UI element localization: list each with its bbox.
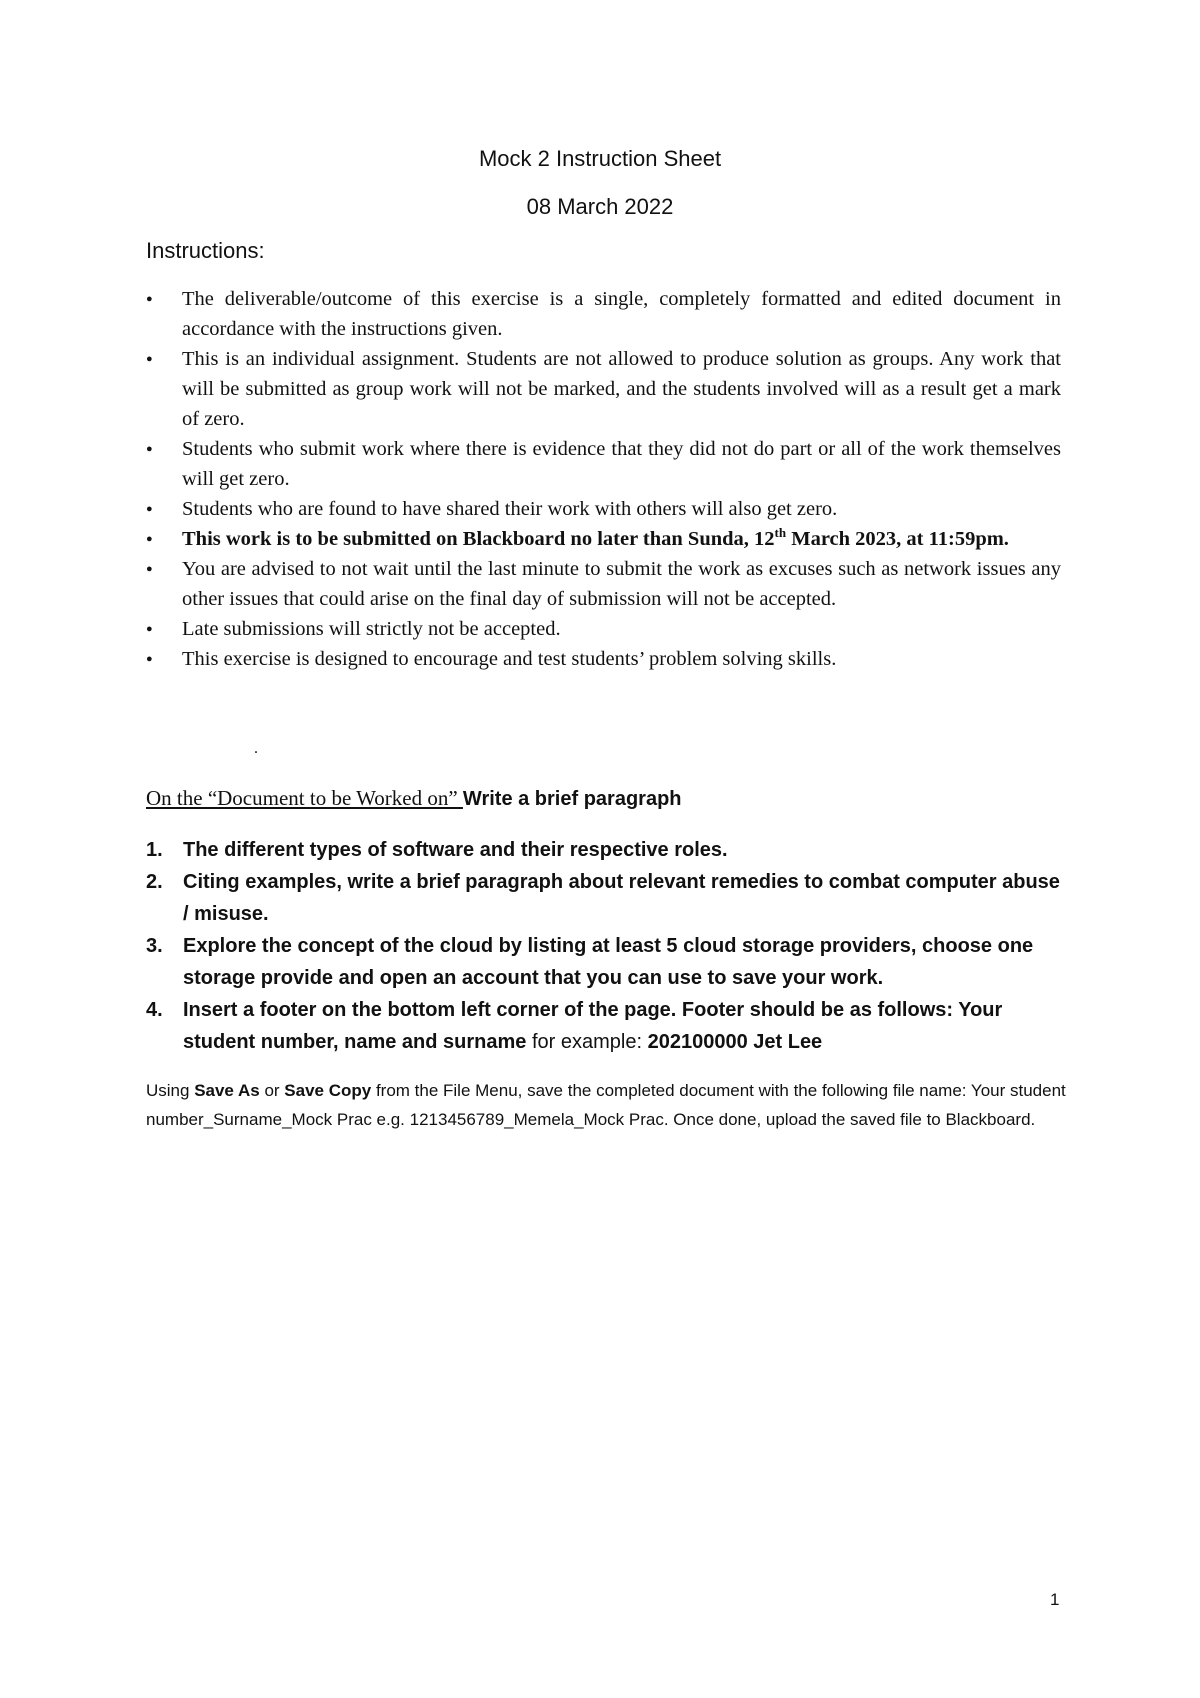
task-intro-bold: Write a brief paragraph [462,788,682,810]
document-date: 08 March 2022 [526,194,674,219]
deadline-text-end: March 2023, at 11:59pm. [786,528,1009,550]
task-item [146,834,1066,866]
task-text: Insert a footer on the bottom left corner of the page. Footer should be as follows: Your student number, name and surname [183,999,1003,1053]
deadline-item [146,524,1061,554]
deadline-text: This work is to be submitted on Blackboard no later than Sunda, 12 [182,528,775,550]
task-intro-underlined: On the “Document to be Worked on” [146,786,463,810]
list-item: ● This exercise is designed to encourage and test students’ problem solving skills. [146,644,1061,674]
instructions-list [146,284,1061,674]
task-text-example-value: 202100000 Jet Lee [647,1031,823,1053]
task-item [146,994,1066,1058]
task-number: 3. [146,935,163,957]
save-text: Using [146,1081,195,1100]
save-text: from the File Menu, save the completed document with the following file name: Your student number_Surname_Mock Prac e.g. 1213456789_Memela_Mock Prac. Once done, upload the saved file to Blackboard. [146,1081,1066,1129]
ordinal-suffix: th [774,525,787,541]
task-text: Citing examples, write a brief paragraph about relevant remedies to combat computer abuse / misuse. [183,871,1060,925]
task-list [146,834,1066,1058]
task-number: 1. [146,839,163,861]
page-number: 1 [1050,1590,1060,1609]
task-text-example: for example: [526,1031,648,1053]
task-item [146,866,1066,930]
list-item: ● Late submissions will strictly not be accepted. [146,614,1061,644]
task-text: The different types of software and their respective roles. [183,839,728,861]
stray-mark: . [254,740,258,757]
task-number: 4. [146,999,163,1021]
task-item [146,930,1066,994]
save-text: or [259,1081,285,1100]
list-item: ● Students who are found to have shared their work with others will also get zero. [146,494,1061,524]
task-number: 2. [146,871,163,893]
list-item: ● The deliverable/outcome of this exercise is a single, completely formatted and edited document in accordance with the instructions given. [146,284,1061,344]
task-text: Explore the concept of the cloud by listing at least 5 cloud storage providers, choose one storage provide and open an account that you can use to save your work. [183,935,1034,989]
save-copy-label: Save Copy [284,1081,372,1100]
save-instructions [146,1076,1066,1134]
document-title: Mock 2 Instruction Sheet [478,146,722,171]
instructions-heading: Instructions: [146,238,265,263]
list-item: ● This is an individual assignment. Students are not allowed to produce solution as groups. Any work that will be submitted as group work will not be marked, and the students involved will as a result get a mark of zero. [146,344,1061,434]
save-as-label: Save As [194,1081,260,1100]
list-item: ● Students who submit work where there is evidence that they did not do part or all of the work themselves will get zero. [146,434,1061,494]
list-item: ● You are advised to not wait until the last minute to submit the work as excuses such as network issues any other issues that could arise on the final day of submission will not be accepted. [146,554,1061,614]
task-intro [146,786,682,811]
